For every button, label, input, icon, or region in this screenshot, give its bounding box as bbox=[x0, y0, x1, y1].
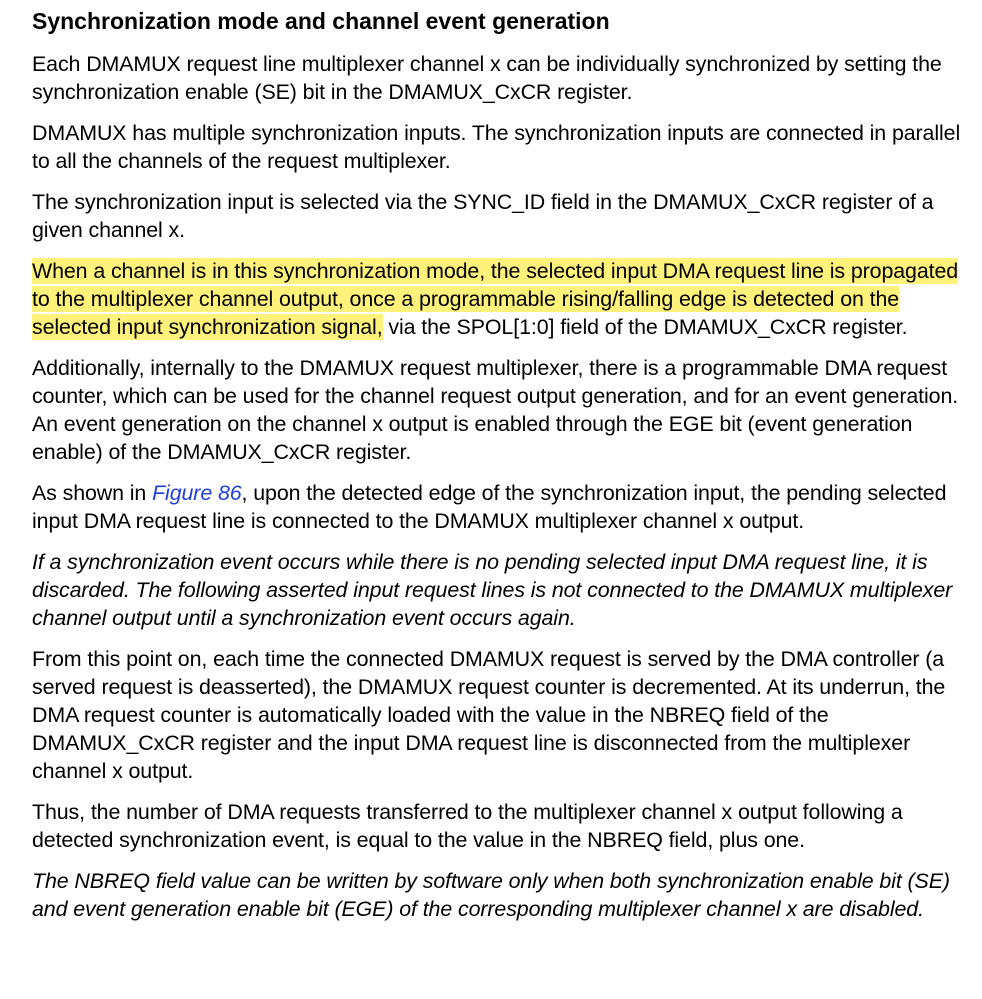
paragraph-se-bit: Each DMAMUX request line multiplexer channel x can be individually synchronized by setting the synchronization enable (SE) bit in the DMAMUX_CxCR register. bbox=[32, 52, 942, 104]
paragraph-sync-mode bbox=[32, 257, 972, 341]
paragraph-request-count: Thus, the number of DMA requests transferred to the multiplexer channel x output following a detected synchronization event, is equal to the value in the NBREQ field, plus one. bbox=[32, 800, 903, 852]
paragraph-counter-underrun: From this point on, each time the connected DMAMUX request is served by the DMA controller (a served request is deasserted), the DMAMUX request counter is decremented. At its underrun, the DMA request counter is automatically loaded with the value in the NBREQ field of the DMAMUX_CxCR register and the input DMA request line is disconnected from the multiplexer channel x output. bbox=[32, 647, 946, 783]
highlighted-text[interactable]: When a channel is in this synchronization mode, the selected input DMA request line is propagated to the multiplexer channel output, once a programmable rising/falling edge is detected on the selected input synchronization signal, bbox=[32, 259, 959, 339]
figure-ref-prefix: As shown in bbox=[32, 481, 153, 505]
note-discarded-event: If a synchronization event occurs while there is no pending selected input DMA request line, it is discarded. The following asserted input request lines is not connected to the DMAMUX multiplexer channel output until a synchronization event occurs again. bbox=[32, 550, 953, 630]
paragraph-sync-id: The synchronization input is selected via the SYNC_ID field in the DMAMUX_CxCR register of a given channel x. bbox=[32, 190, 934, 242]
note-nbreq-write: The NBREQ field value can be written by software only when both synchronization enable bit (SE) and event generation enable bit (EGE) of the corresponding multiplexer channel x are disabled. bbox=[32, 869, 950, 921]
paragraph-figure-ref bbox=[32, 479, 972, 535]
section-title: Synchronization mode and channel event generation bbox=[32, 8, 610, 34]
paragraph-request-counter: Additionally, internally to the DMAMUX request multiplexer, there is a programmable DMA request counter, which can be used for the channel request output generation, and for an event generation. An event generation on the channel x output is enabled through the EGE bit (event generation enable) of the DMAMUX_CxCR register. bbox=[32, 356, 959, 464]
paragraph-sync-mode-rest: via the SPOL[1:0] field of the DMAMUX_CxCR register. bbox=[382, 315, 908, 339]
figure-ref-suffix: , upon the detected edge of the synchronization input, the pending selected input DMA request line is connected to the DMAMUX multiplexer channel x output. bbox=[32, 481, 947, 533]
figure-86-link[interactable]: Figure 86 bbox=[152, 481, 242, 505]
paragraph-sync-inputs: DMAMUX has multiple synchronization inputs. The synchronization inputs are connected in parallel to all the channels of the request multiplexer. bbox=[32, 121, 961, 173]
